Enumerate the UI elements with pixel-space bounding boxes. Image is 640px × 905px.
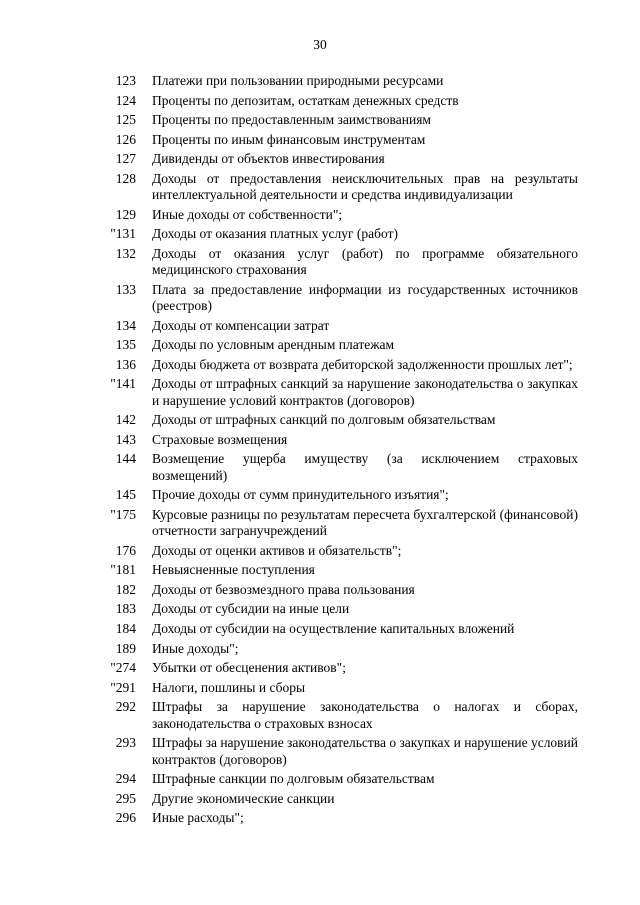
list-item: [104, 660, 578, 676]
item-text: Доходы от штрафных санкций за нарушение законодательства о закупках и нарушение условий контрактов (договоров): [152, 376, 578, 408]
list-item: [104, 582, 578, 598]
item-text: Доходы от штрафных санкций по долговым обязательствам: [152, 412, 496, 428]
item-text: Доходы по условным арендным платежам: [152, 337, 395, 353]
item-code: 142: [115, 412, 136, 428]
list-item: [104, 641, 578, 657]
list-item: [104, 246, 578, 279]
item-text: Штрафы за нарушение законодательства о закупках и нарушение условий контрактов (договоров): [152, 735, 579, 767]
item-text: Иные доходы от собственности";: [152, 206, 343, 222]
item-text: Невыясненные поступления: [152, 562, 315, 578]
item-code: 132: [115, 245, 136, 261]
item-code: 145: [115, 487, 136, 503]
list-item: [104, 601, 578, 617]
item-text: Плата за предоставление информации из государственных источников (реестров): [152, 281, 578, 314]
item-text: Проценты по предоставленным заимствованиям: [152, 112, 431, 128]
item-code: 135: [115, 337, 136, 353]
item-text: Платежи при пользовании природными ресурсами: [152, 73, 444, 88]
item-code: "181: [110, 562, 136, 578]
item-text: Доходы от субсидии на осуществление капитальных вложений: [152, 621, 515, 637]
item-text: Возмещение ущерба имуществу (за исключением страховых возмещений): [152, 451, 578, 483]
list-item: [104, 226, 578, 242]
list-item: [104, 412, 578, 428]
item-text: Доходы от оценки активов и обязательств";: [152, 542, 402, 558]
item-text: Доходы от компенсации затрат: [152, 317, 330, 333]
item-code: 144: [115, 451, 136, 467]
list-item: [104, 699, 578, 732]
item-text: Дивиденды от объектов инвестирования: [152, 151, 385, 167]
list-item: [104, 132, 578, 148]
item-code: 127: [115, 151, 136, 167]
list-item: [104, 810, 578, 826]
item-text: Штрафы за нарушение законодательства о налогах и сборах, законодательства о страховых взносах: [152, 699, 578, 731]
item-text: Налоги, пошлины и сборы: [152, 679, 306, 695]
list-item: [104, 282, 578, 315]
item-text: Доходы от оказания услуг (работ) по программе обязательного медицинского страхования: [152, 245, 578, 278]
list-item: [104, 562, 578, 578]
item-code: 294: [115, 771, 136, 787]
item-code: 293: [115, 735, 136, 751]
item-code: 124: [115, 92, 136, 108]
item-text: Доходы от оказания платных услуг (работ): [152, 226, 398, 242]
list-item: [104, 93, 578, 109]
item-text: Иные доходы";: [152, 640, 239, 656]
list-item: [104, 337, 578, 353]
item-code: 189: [115, 640, 136, 656]
list-item: [104, 451, 578, 484]
item-code: 129: [115, 206, 136, 222]
item-code: 133: [115, 281, 136, 297]
list-item: [104, 376, 578, 409]
item-code: "141: [110, 376, 136, 392]
item-code: 128: [115, 170, 136, 186]
list-item: [104, 771, 578, 787]
item-text: Другие экономические санкции: [152, 790, 335, 806]
item-code: 126: [115, 131, 136, 147]
list-item: [104, 791, 578, 807]
list-item: [104, 73, 578, 89]
item-text: Штрафные санкции по долговым обязательствам: [152, 771, 435, 787]
item-code: 183: [115, 601, 136, 617]
list-item: [104, 318, 578, 334]
list-item: [104, 735, 578, 768]
list-item: [104, 151, 578, 167]
item-code: "131: [110, 226, 136, 242]
item-code: 136: [115, 356, 136, 372]
item-text: Иные расходы";: [152, 810, 244, 826]
page-number: 30: [313, 37, 327, 52]
item-text: Прочие доходы от сумм принудительного изъятия";: [152, 487, 449, 503]
list-item: [104, 487, 578, 503]
item-code: "274: [110, 660, 136, 676]
item-text: Доходы бюджета от возврата дебиторской задолженности прошлых лет";: [152, 356, 573, 372]
item-code: "175: [110, 506, 136, 522]
list-item: [104, 543, 578, 559]
item-text: Проценты по иным финансовым инструментам: [152, 131, 426, 147]
list-item: [104, 207, 578, 223]
item-code: 182: [115, 581, 136, 597]
code-list: [104, 73, 578, 830]
item-code: 292: [115, 699, 136, 715]
item-code: "291: [110, 679, 136, 695]
item-code: 296: [115, 810, 136, 826]
item-text: Страховые возмещения: [152, 431, 288, 447]
item-code: 134: [115, 317, 136, 333]
list-item: [104, 507, 578, 540]
item-text: Доходы от безвозмездного права пользования: [152, 581, 415, 597]
item-code: 143: [115, 431, 136, 447]
item-code: 123: [115, 73, 136, 88]
item-code: 295: [115, 790, 136, 806]
list-item: [104, 621, 578, 637]
item-text: Доходы от предоставления неисключительных прав на результаты интеллектуальной деятельности и средства индивидуализации: [152, 170, 578, 203]
list-item: [104, 171, 578, 204]
list-item: [104, 357, 578, 373]
item-text: Курсовые разницы по результатам пересчета бухгалтерской (финансовой) отчетности загранучреждений: [152, 506, 578, 539]
item-code: 125: [115, 112, 136, 128]
item-text: Проценты по депозитам, остаткам денежных средств: [152, 92, 459, 108]
list-item: [104, 112, 578, 128]
item-code: 184: [115, 621, 136, 637]
item-code: 176: [115, 542, 136, 558]
item-text: Убытки от обесценения активов";: [152, 660, 346, 676]
list-item: [104, 432, 578, 448]
list-item: [104, 680, 578, 696]
item-text: Доходы от субсидии на иные цели: [152, 601, 350, 617]
